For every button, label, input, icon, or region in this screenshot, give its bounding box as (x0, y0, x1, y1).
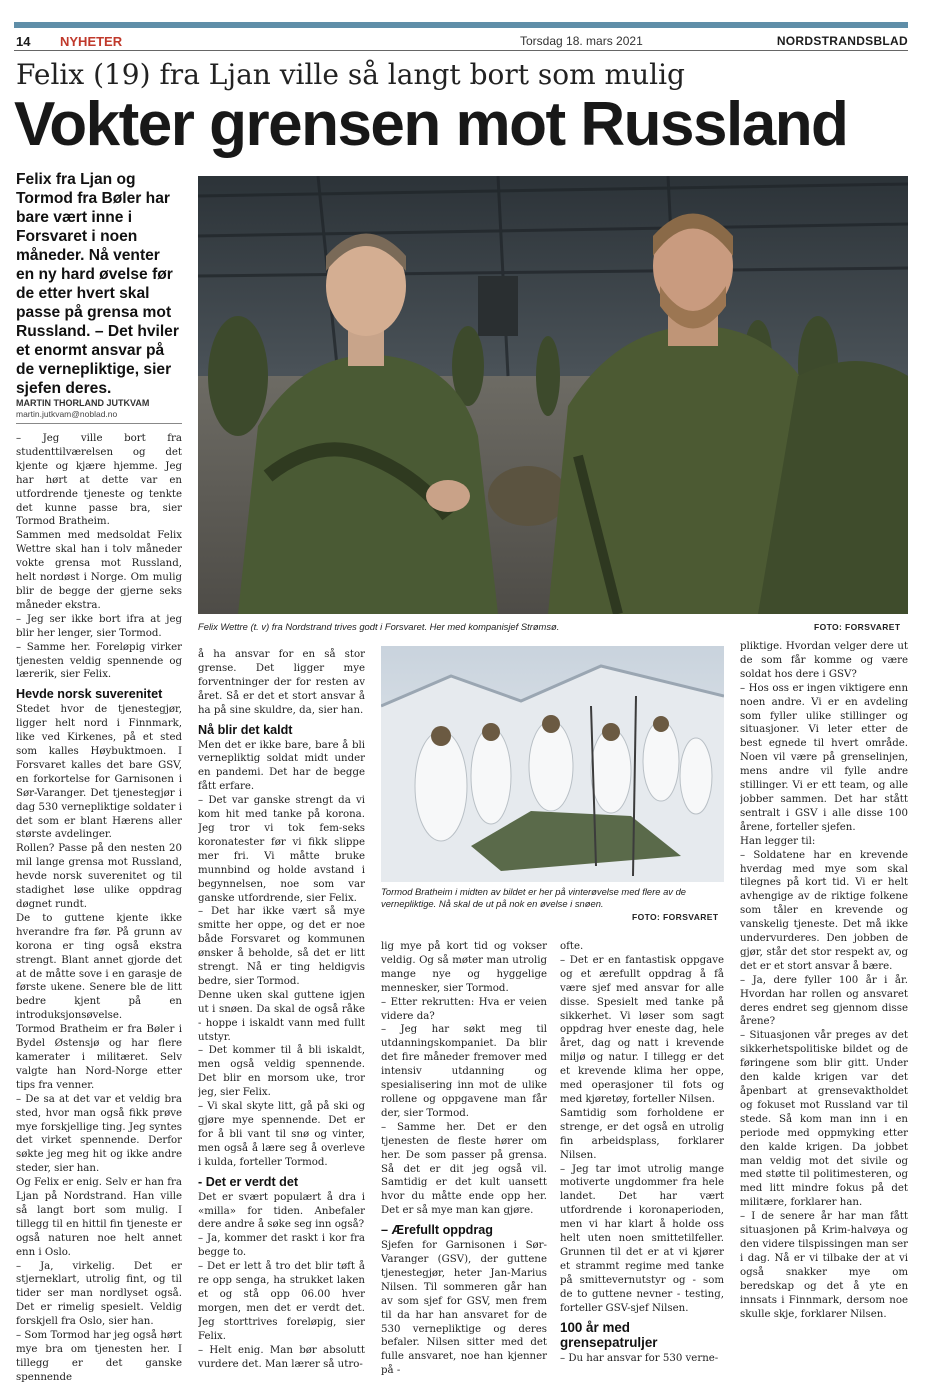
newspaper-name: NORDSTRANDSBLAD (776, 34, 908, 48)
paragraph: – Vi skal skyte litt, gå på ski og gjøre mye spennende. Det er for å bli vant til snø og vinter, men også å lære seg å overleve i kulda, forteller Tormod. (198, 1101, 365, 1168)
subheading: - Det er verdt det (198, 1174, 299, 1189)
paragraph: – De sa at det var et veldig bra sted, hvor man også fikk prøve mye forskjellige ting. Jeg syntes det virket spennende. Derfor søkte jeg meg hit og ikke andre steder, sier han. (16, 1093, 182, 1175)
paragraph: – Det er en fantastisk oppgave og et ærefullt oppdrag å få være sjef med ansvar for alle disse. Spesielt med tanke på sikkerhet. Vi løser som sagt oppdrag hver eneste dag, hele året, dag og natt i krevende miljø og natur. I tillegg er det et krevende klima her oppe, med operasjoner til fots og med kjøretøy, forteller Nilsen. (560, 954, 724, 1105)
paragraph: pliktige. Hvordan velger dere ut de som får komme og være soldat hos dere i GSV? (740, 641, 908, 680)
paragraph: De to guttene kjente ikke hverandre fra før. På grunn av korona er ting også ekstra strengt. Blant annet gjorde det at de måtte sove i en garasje de første ukene. Senere ble de litt bedre kjent på en introduksjonsøvelse. (16, 912, 182, 1022)
paragraph: – Situasjonen vår preges av det sikkerhetspolitiske bildet og de føringene som blir gitt. Under den kalde krigen var det åpenbart at grensevaktholdet og fokuset mot Russland var til stede. Så kom man inn i en periode med oppmyking etter den kalde krigen. Da jobbet man veldig mot det sivile og med støtte til politimesteren, og med litt mindre fokus på det militære, forklarer han. (740, 1030, 908, 1209)
winter-photo (381, 646, 724, 882)
article-column-3 (381, 940, 547, 1387)
kicker: Felix (19) fra Ljan ville så langt bort som mulig (16, 58, 685, 91)
article-column-4 (560, 940, 724, 1387)
byline-name: MARTIN THORLAND JUTKVAM (16, 398, 150, 408)
article-column-5 (740, 640, 908, 1387)
headline: Vokter grensen mot Russland (14, 90, 848, 159)
paragraph: – Helt enig. Man bør absolutt vurdere det. Man lærer så utro- (198, 1344, 365, 1370)
paragraph: – Samme her. Foreløpig virker tjenesten veldig spennende og lærerik, sier Felix. (16, 641, 182, 681)
paragraph: å ha ansvar for en så stor grense. Det ligger mye forventninger der for resten av året. Så er det et stort ansvar å ha på sine skuldre, da, sier han. (198, 649, 365, 716)
paragraph: – Jeg ser ikke bort ifra at jeg blir her lenger, sier Tormod. (16, 613, 182, 639)
paragraph: – I de senere år har man fått situasjonen på Krim-halvøya og den videre tilspissingen man ser i dag. Nå er vi tilbake der at vi også snakker mye om beredskap og det å yte en innsats i Finnmark, dersom noe skulle skje, forklarer Nilsen. (740, 1211, 908, 1320)
paragraph: – Soldatene har en krevende hverdag med mye som skal tilegnes på kort tid. Vi er helt avhengige av de riktige folkene som tåler en krevende og vanskelig tjeneste. Det må ikke undervurderes. Den jobben de gjør, står det stor respekt av, og det er et stort ansvar å bære. (740, 849, 908, 972)
paragraph: – Jeg tar imot utrolig mange motiverte ungdommer fra hele landet. Det har vært utfordrende i koronaperioden, men vi har klart å holde oss helt uten noen smittetilfeller. Grunnen til det er at vi kjører et strammt regime med tanke på smittevernutstyr og - som de to guttene nevner - testing, forteller GSV-sjef Nilsen. (560, 1163, 724, 1314)
paragraph: Han legger til: (740, 835, 816, 847)
subheading: Hevde norsk suverenitet (16, 687, 163, 702)
main-photo (198, 176, 908, 614)
paragraph: Tormod Bratheim er fra Bøler i Bydel Østensjø og har flere kamerater i militæret. Selv valgte han Nord-Norge etter tips fra venner. (16, 1024, 182, 1091)
paragraph: Men det er ikke bare, bare å bli vernepliktig soldat midt under en pandemi. Det har de begge fått erfare. (198, 739, 365, 793)
section-label: NYHETER (60, 34, 123, 49)
paragraph: lig mye på kort tid og vokser veldig. Og så møter man utrolig mange nye og hyggelige mennesker, sier Tormod. (381, 941, 547, 994)
paragraph: – Det var ganske strengt da vi kom hit med tanke på korona. Jeg tror vi tok fem-seks koronatester før vi fikk slippe mer fri. Vi måtte bruke munnbind og holde avstand i begynnelsen, noe som var ganske utfordrende, sier Felix. (198, 795, 365, 904)
winter-photo-credit: FOTO: FORSVARET (632, 912, 719, 922)
paragraph: – Det er lett å tro det blir tøft å re opp senga, ha strukket laken et og stå opp 06.00 hver morgen, men det er verdt det. Jeg storttrives foreløpig, sier Felix. (198, 1261, 365, 1342)
paragraph: – Etter rekrutten: Hva er veien videre da? (381, 996, 547, 1022)
paragraph: – Jeg har søkt meg til utdanningskompaniet. Da blir det fire måneder fremover med intensiv utdanning og spesialisering inn mot de ulike rollene og oppgavene man får der, sier Tormod. (381, 1024, 547, 1119)
subheading: Nå blir det kaldt (198, 722, 293, 737)
paragraph: Denne uken skal guttene igjen ut i snøen. Da skal de også råke - hoppe i iskaldt vann med fullt utstyr. (198, 989, 365, 1043)
page-number: 14 (16, 34, 31, 49)
paragraph: Sammen med medsoldat Felix Wettre skal han i tolv måneder vokte grensa mot Russland, helt nordøst i Norge. Om mulig blir de begge der gjerne seks måneder ekstra. (16, 530, 182, 611)
byline-email: martin.jutkvam@noblad.no (16, 409, 118, 419)
issue-date: Torsdag 18. mars 2021 (520, 34, 643, 48)
paragraph: – Jeg ville bort fra studenttilværelsen og det kjente og kjære hjemme. Jeg har hørt at dette var en utfordrende tjeneste og tenkte det kunne passe bra, sier Tormod Bratheim. (16, 433, 182, 528)
paragraph: – Du har ansvar for 530 verne- (560, 1353, 719, 1365)
subheading: 100 år med grensepatruljer (560, 1320, 658, 1351)
paragraph: – Det har ikke vært så mye smitte her oppe, og det er noe både Forsvaret og kommunen ønsker å beholde, så det er litt strengt. Nå er ting heldigvis bedre, sier Tormod. (198, 906, 365, 987)
main-photo-caption: Felix Wettre (t. v) fra Nordstrand trives godt i Forsvaret. Her med kompanisjef Strømsø. (198, 621, 560, 632)
paragraph: Sjefen for Garnisonen i Sør-Varanger (GSV), der guttene tjenestegjør, heter Jan-Marius Nilsen. Til sommeren går han av som sjef for GSV, men frem til da har han ansvaret for de 530 vernepliktige og deres befaler. Nilsen sitter med det fulle ansvaret, noe han kjenner på - (381, 1240, 547, 1377)
paragraph: – Ja, virkelig. Det er stjerneklart, utrolig fint, og til tider ser man nordlyset også. Det er rimelig spesielt. Veldig forskjell fra Oslo, sier han. (16, 1260, 182, 1328)
paragraph: – Ja, kommer det raskt i kor fra begge to. (198, 1233, 365, 1259)
paragraph: ofte. (560, 941, 584, 952)
winter-photo-caption: Tormod Bratheim i midten av bildet er her på vinterøvelse med flere av de vernepliktige. Nå skal de ut på nok en øvelse i snøen. (381, 886, 687, 909)
paragraph: Det er svært populært å dra i «milla» for tiden. Anbefaler dere andre å søke seg inn også? (198, 1191, 365, 1231)
subheading: – Ærefullt oppdrag (381, 1223, 493, 1238)
article-column-1 (16, 432, 182, 1387)
article-column-2 (198, 648, 365, 1387)
paragraph: Stedet hvor de tjenestegjør, ligger helt nord i Finnmark, like ved Kirkenes, på et sted som kalles Høybuktmoen. I Forsvaret kalles det bare GSV, en forkortelse for Garnisonen i Sør-Varanger. Det tjenestegjør i dag 530 vernepliktige soldater i det som er blant Hærens aller største avdelinger. (16, 704, 182, 841)
ingress: Felix fra Ljan og Tormod fra Bøler har bare vært inne i Forsvaret i noen måneder. Nå venter en ny hard øvelse før de etter hvert skal passe på grensa mot Russland. – Det hviler et enormt ansvar på de vernepliktige, sier sjefen deres. (16, 171, 179, 397)
byline-rule (16, 423, 182, 424)
paragraph: Samtidig som forholdene er strenge, er det også en utrolig fin arbeidsplass, forklarer Nilsen. (560, 1107, 724, 1161)
paragraph: – Samme her. Det er den tjenesten de fleste hører om her. De som passer på grensa. Så det er dit jeg også vil. Samtidig er det kult uansett hvor du måtte ende opp her. Det er så mye man kan gjøre. (381, 1121, 547, 1217)
paragraph: Og Felix er enig. Selv er han fra Ljan på Nordstrand. Han ville så langt bort som mulig. I tillegg til en hittil fin tjeneste er også naturen noe helt annet enn i Oslo. (16, 1177, 182, 1258)
paragraph: – Ja, dere fyller 100 år i år. Hvordan har rollen og ansvaret deres endret seg gjennom disse årene? (740, 974, 908, 1028)
paragraph: – Som Tormod har jeg også hørt mye bra om tjenesten her. I tillegg er det ganske spennende (16, 1330, 182, 1383)
paragraph: – Det kommer til å bli iskaldt, men også veldig spennende. Det blir en morsom uke, tror jeg, sier Felix. (198, 1045, 365, 1099)
paragraph: Rollen? Passe på den nesten 20 mil lange grensa mot Russland, hevde norsk suverenitet og til stadighet løse ulike oppdrag døgnet rundt. (16, 843, 182, 910)
main-photo-credit: FOTO: FORSVARET (814, 622, 901, 632)
header-rule (14, 50, 908, 51)
paragraph: – Hos oss er ingen viktigere enn noen andre. Vi er en avdeling som fyller ulike stillinger og situasjoner. Vi leter etter de best egnede til hvert område. Noen vil være på grenselinjen, mens andre vil fylle andre stillinger. Vi er ett team, og alle jobber sammen. Det har stått sentralt i GSV i alle disse 100 årene, forteller sjefen. (740, 682, 908, 833)
top-color-bar (14, 22, 908, 28)
